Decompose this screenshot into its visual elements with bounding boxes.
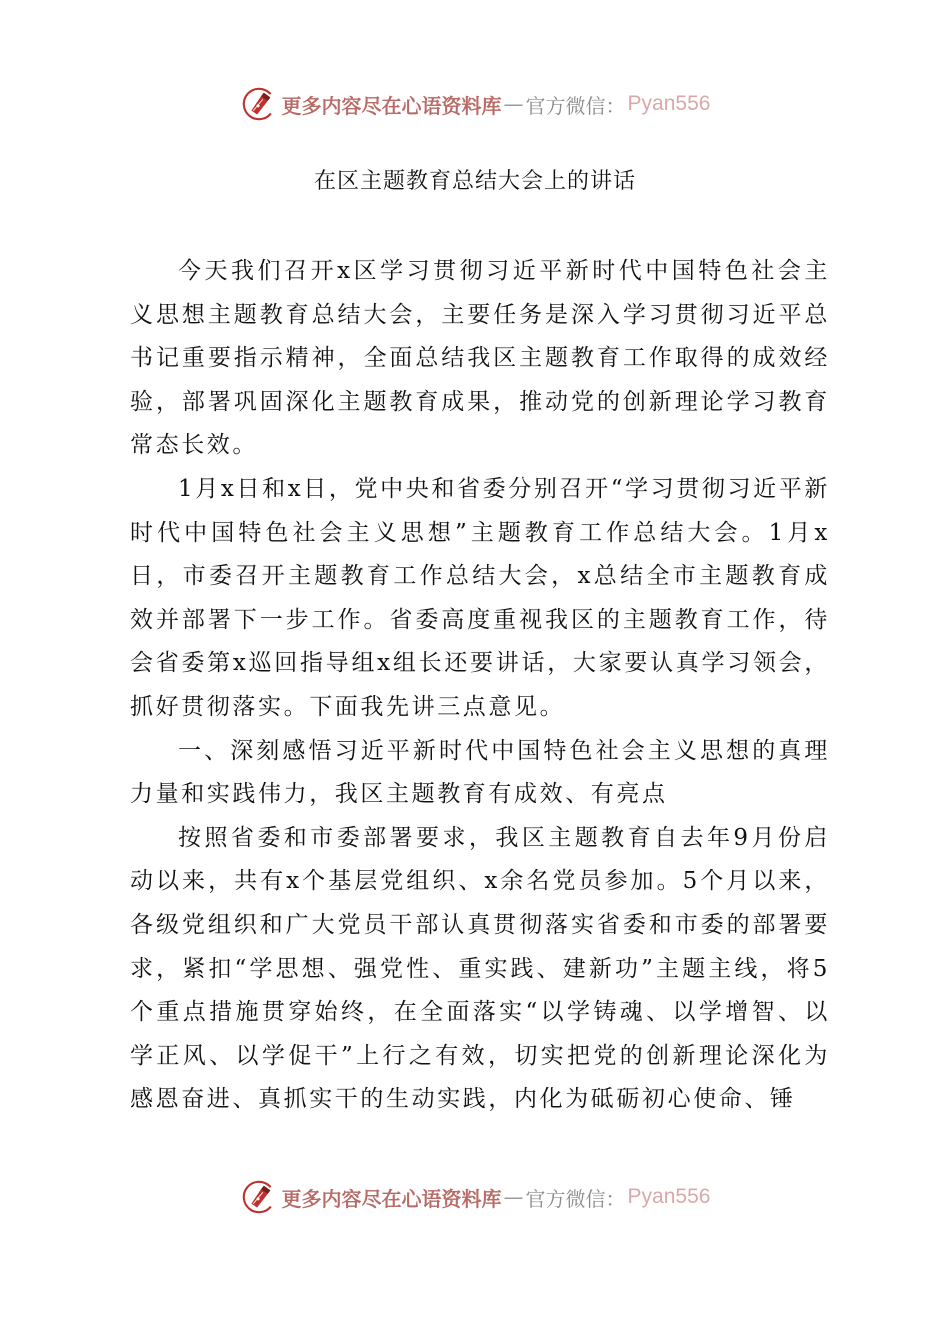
banner-main-text: 更多内容尽在心语资料库 bbox=[281, 93, 502, 118]
banner-dash: — bbox=[503, 92, 524, 116]
header-banner bbox=[0, 82, 950, 126]
banner-wechat-label: 官方微信： bbox=[525, 1186, 626, 1211]
banner-main-text: 更多内容尽在心语资料库 bbox=[281, 1186, 502, 1211]
banner-dash: — bbox=[503, 1185, 524, 1209]
fountain-pen-logo-icon bbox=[240, 1178, 278, 1216]
footer-banner bbox=[0, 1175, 950, 1219]
fountain-pen-logo-icon bbox=[240, 85, 278, 123]
banner-wechat-label: 官方微信： bbox=[525, 93, 626, 118]
paragraph-section-1: 按照省委和市委部署要求，我区主题教育自去年9月份启动以来，共有x个基层党组织、x余名党员参加。5个月以来，各级党组织和广大党员干部认真贯彻落实省委和市委的部署要求，紧扣“学思想、强党性、重实践、建新功”主题主线，将5个重点措施贯穿始终，在全面落实“以学铸魂、以学增智、以学正风、以学促干”上行之有效，切实把党的创新理论深化为感恩奋进、真抓实干的生动实践，内化为砥砺初心使命、锤 bbox=[130, 824, 830, 1113]
banner-wechat-id: Pyan556 bbox=[627, 1185, 711, 1208]
document-body bbox=[130, 250, 830, 1122]
section-heading-1: 一、深刻感悟习近平新时代中国特色社会主义思想的真理力量和实践伟力，我区主题教育有成效、有亮点 bbox=[130, 737, 830, 808]
paragraph-intro: 今天我们召开x区学习贯彻习近平新时代中国特色社会主义思想主题教育总结大会，主要任务是深入学习贯彻习近平总书记重要指示精神，全面总结我区主题教育工作取得的成效经验，部署巩固深化主题教育成果，推动党的创新理论学习教育常态长效。 bbox=[130, 258, 830, 459]
banner-wechat-id: Pyan556 bbox=[627, 92, 711, 115]
document-title: 在区主题教育总结大会上的讲话 bbox=[313, 169, 636, 194]
paragraph-background: 1月x日和x日，党中央和省委分别召开“学习贯彻习近平新时代中国特色社会主义思想”主题教育工作总结大会。1月x日，市委召开主题教育工作总结大会，x总结全市主题教育成效并部署下一步工作。省委高度重视我区的主题教育工作，待会省委第x巡回指导组x组长还要讲话，大家要认真学习领会，抓好贯彻落实。下面我先讲三点意见。 bbox=[130, 475, 830, 720]
